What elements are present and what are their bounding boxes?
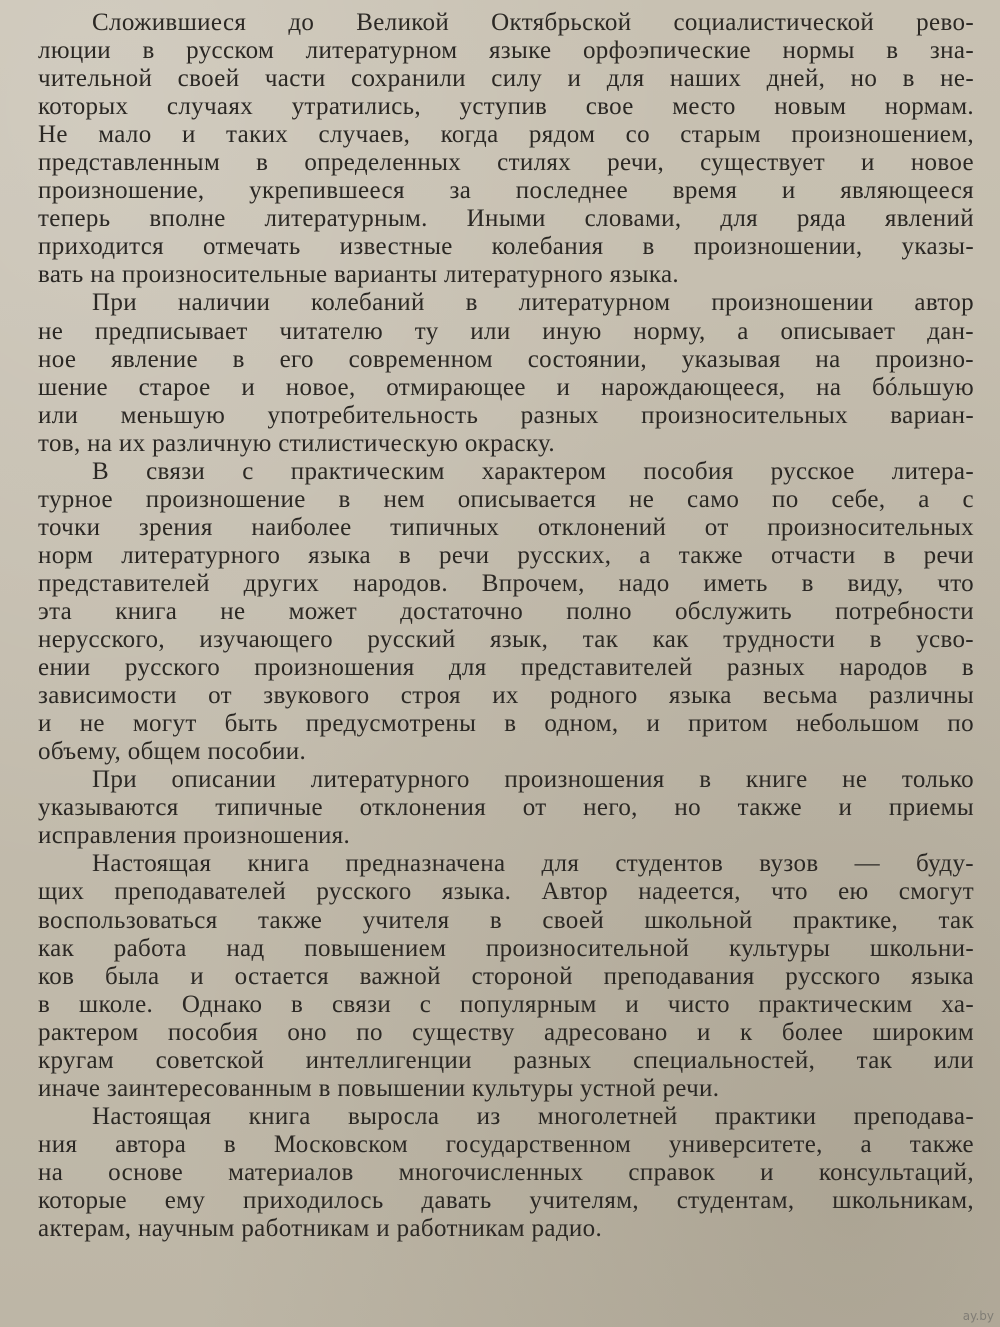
paragraph bbox=[38, 458, 974, 767]
watermark: ay.by bbox=[962, 1309, 994, 1323]
text-line: Сложившиеся до Великой Октябрьской социалистической рево- bbox=[92, 9, 974, 36]
text-line: Настоящая книга предназначена для студентов вузов — буду- bbox=[92, 850, 974, 878]
text-line: в школе. Однако в связи с популярным и чисто практическим ха- bbox=[38, 990, 974, 1018]
text-line: точки зрения наиболее типичных отклонений от произносительных bbox=[38, 513, 974, 541]
text-line: не предписывает читателю ту или иную норму, а описывает дан- bbox=[38, 317, 974, 345]
text-line: объему, общем пособии. bbox=[38, 738, 307, 766]
text-line: ное явление в его современном состоянии, указывая на произно- bbox=[38, 345, 974, 373]
text-line: которых случаях утратились, уступив свое место новым нормам. bbox=[38, 93, 974, 121]
page-text bbox=[38, 9, 974, 1243]
text-line: люции в русском литературном языке орфоэпические нормы в зна- bbox=[38, 37, 974, 65]
paragraph bbox=[38, 766, 974, 850]
text-line: эта книга не может достаточно полно обслужить потребности bbox=[38, 597, 974, 625]
text-line: которые ему приходилось давать учителям, студентам, школьникам, bbox=[38, 1186, 974, 1214]
text-line: нерусского, изучающего русский язык, так как трудности в усво- bbox=[38, 626, 974, 654]
text-line: норм литературного языка в речи русских, а также отчасти в речи bbox=[38, 541, 974, 569]
paragraph bbox=[38, 9, 974, 289]
text-line: ния автора в Московском государственном университете, а также bbox=[38, 1130, 974, 1158]
text-line: шение старое и новое, отмирающее и нарождающееся, на бóльшую bbox=[38, 373, 974, 401]
text-line: как работа над повышением произносительной культуры школьни- bbox=[38, 934, 974, 962]
text-line: рактером пособия оно по существу адресовано и к более широким bbox=[38, 1018, 974, 1046]
text-line: иначе заинтересованным в повышении культуры устной речи. bbox=[38, 1074, 720, 1102]
text-line: Не мало и таких случаев, когда рядом со старым произношением, bbox=[38, 121, 974, 149]
text-line: ении русского произношения для представителей разных народов в bbox=[38, 654, 974, 682]
text-line: исправления произношения. bbox=[38, 822, 351, 850]
text-line: представленным в определенных стилях речи, существует и новое bbox=[38, 149, 974, 177]
text-line: и не могут быть предусмотрены в одном, и притом небольшом по bbox=[38, 710, 974, 738]
text-line: Настоящая книга выросла из многолетней практики преподава- bbox=[92, 1102, 974, 1130]
text-line: зависимости от звукового строя их родного языка весьма различны bbox=[38, 682, 974, 710]
text-line: турное произношение в нем описывается не само по себе, а с bbox=[38, 485, 974, 513]
text-line: или меньшую употребительность разных произносительных вариан- bbox=[38, 401, 974, 429]
text-line: щих преподавателей русского языка. Автор надеется, что ею смогут bbox=[38, 878, 974, 906]
text-line: ков была и остается важной стороной преподавания русского языка bbox=[38, 962, 974, 990]
text-line: тов, на их различную стилистическую окраску. bbox=[38, 429, 555, 457]
text-line: воспользоваться также учителя в своей школьной практике, так bbox=[38, 906, 974, 934]
text-line: В связи с практическим характером пособия русское литера- bbox=[92, 457, 974, 485]
paragraph bbox=[38, 1103, 974, 1243]
paragraph bbox=[38, 850, 974, 1102]
text-line: При наличии колебаний в литературном произношении автор bbox=[92, 289, 974, 317]
text-line: актерам, научным работникам и работникам радио. bbox=[38, 1215, 603, 1243]
text-line: произношение, укрепившееся за последнее время и являющееся bbox=[38, 177, 974, 205]
text-line: на основе материалов многочисленных справок и консультаций, bbox=[38, 1158, 974, 1186]
text-line: кругам советской интеллигенции разных специальностей, так или bbox=[38, 1046, 974, 1074]
text-line: теперь вполне литературным. Иными словами, для ряда явлений bbox=[38, 205, 974, 233]
text-line: приходится отмечать известные колебания в произношении, указы- bbox=[38, 233, 974, 261]
paragraph bbox=[38, 289, 974, 457]
text-line: вать на произносительные варианты литературного языка. bbox=[38, 261, 680, 289]
text-line: указываются типичные отклонения от него, но также и приемы bbox=[38, 794, 974, 822]
text-line: представителей других народов. Впрочем, надо иметь в виду, что bbox=[38, 569, 974, 597]
text-line: При описании литературного произношения в книге не только bbox=[92, 766, 974, 794]
text-line: чительной своей части сохранили силу и для наших дней, но в не- bbox=[38, 65, 974, 93]
